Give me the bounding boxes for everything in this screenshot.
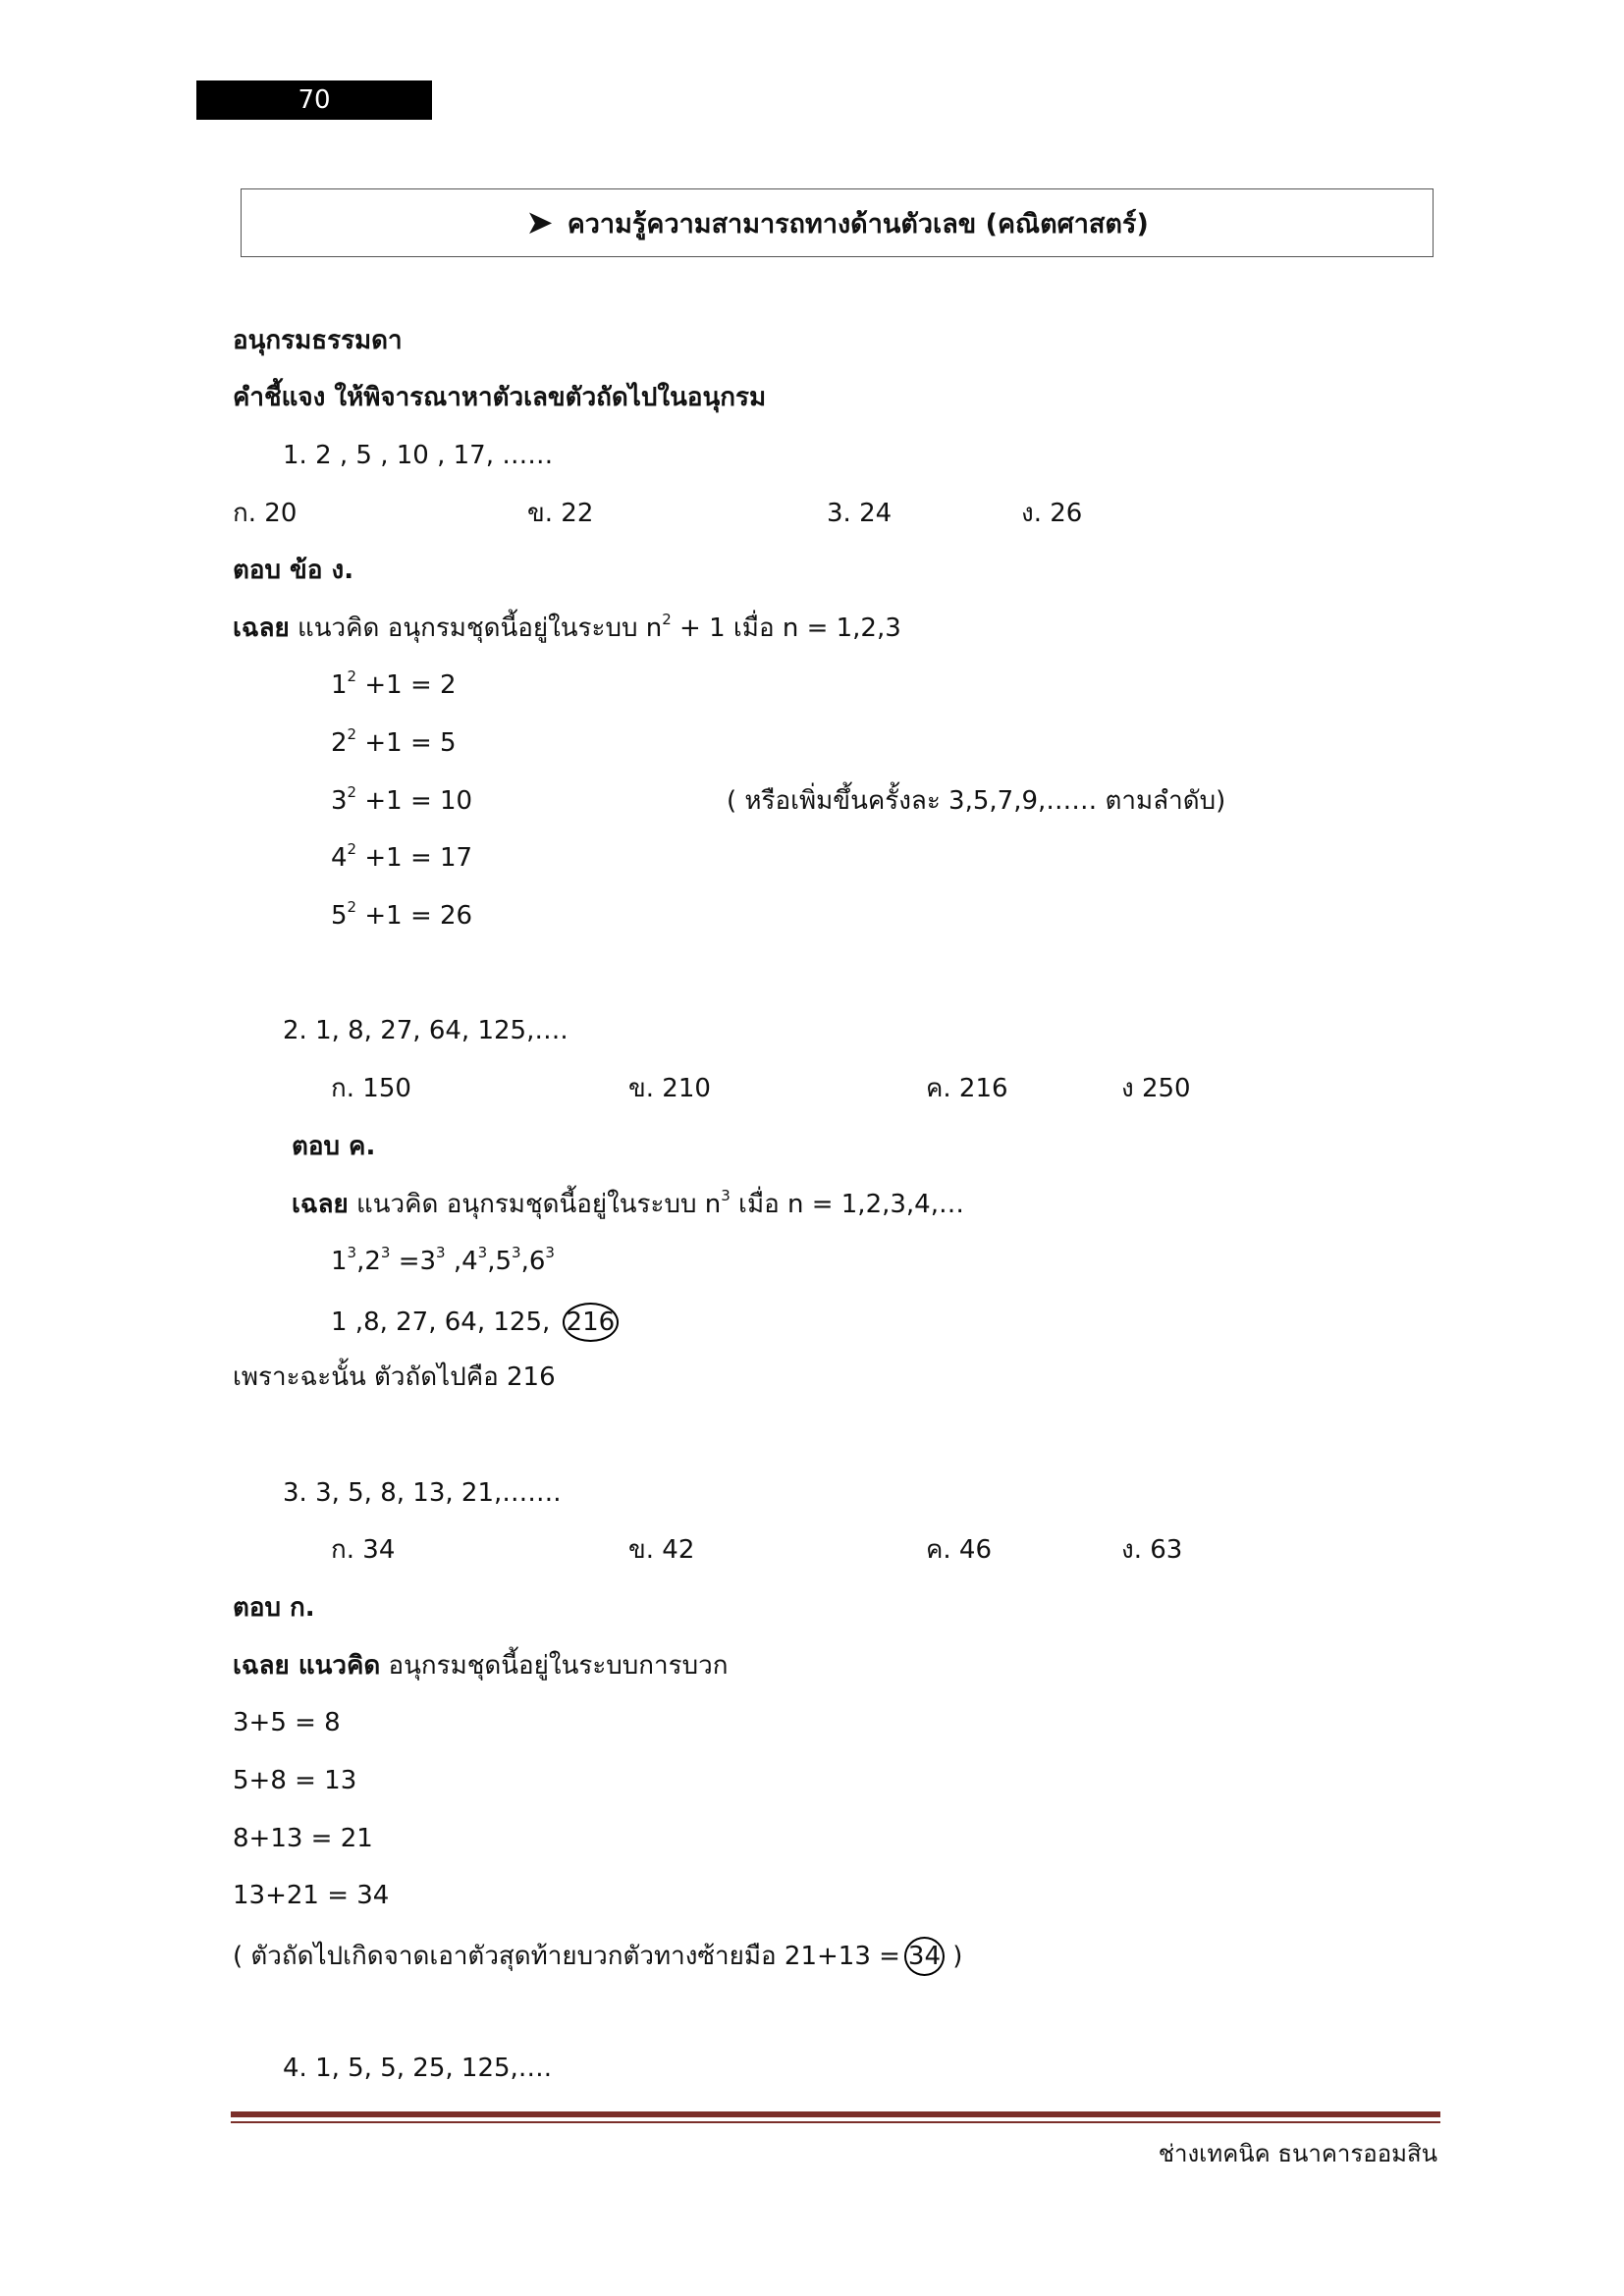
q3-choice-d: ง. 63 — [1121, 1535, 1183, 1565]
heading: อนุกรมธรรมดา — [233, 326, 403, 355]
q3-note: ( ตัวถัดไปเกิดจาดเอาตัวสุดท้ายบวกตัวทางซ้ายมือ 21+13 = 34 ) — [233, 1937, 962, 1976]
q3-step: 8+13 = 21 — [233, 1824, 373, 1853]
q2-expl-text: แนวคิด อนุกรมชุดนี้อยู่ในระบบ n — [348, 1190, 722, 1219]
q2-explanation — [292, 1188, 964, 1221]
q1-step: $2^2 +1 = 5$ — [331, 725, 457, 758]
q2-sequence: 1 ,8, 27, 64, 125, 216 — [331, 1303, 619, 1342]
q3-expl-text: อนุกรมชุดนี้อยู่ในระบบการบวก — [380, 1651, 729, 1681]
q2-expl-label: เฉลย — [292, 1190, 349, 1219]
q2-choice-b: ข. 210 — [628, 1074, 711, 1103]
q2-choice-a: ก. 150 — [331, 1074, 411, 1103]
section-title-box — [241, 188, 1434, 257]
q3-step: 13+21 = 34 — [233, 1881, 390, 1910]
q3-choice-c: ค. 46 — [926, 1535, 993, 1565]
q1-question: 1. 2 , 5 , 10 , 17, …… — [283, 441, 554, 470]
q2-powers: $1^3,2^3 =3^3$ $,4^3,5^3,6^3$ — [331, 1244, 555, 1276]
q1-choice-c: 3. 24 — [827, 499, 893, 528]
q1-step: $1^2 +1 = 2$ — [331, 667, 457, 700]
q1-choice-d: ง. 26 — [1021, 499, 1083, 528]
q3-expl-label: เฉลย แนวคิด — [233, 1651, 381, 1681]
q3-circled-answer: 34 — [904, 1937, 945, 1976]
q2-conclusion: เพราะฉะนั้น ตัวถัดไปคือ 216 — [233, 1362, 556, 1392]
q2-answer: ตอบ ค. — [292, 1132, 376, 1161]
q4-question: 4. 1, 5, 5, 25, 125,…. — [283, 2054, 553, 2083]
q3-step: 5+8 = 13 — [233, 1766, 357, 1795]
q1-answer: ตอบ ข้อ ง. — [233, 556, 354, 585]
arrow-bullet-icon: ➤ — [525, 203, 554, 242]
q1-expl-tail: + 1 เมื่อ n = 1,2,3 — [671, 614, 901, 643]
q1-expl-text: แนวคิด อนุกรมชุดนี้อยู่ในระบบ n — [289, 614, 663, 643]
q3-step: 3+5 = 8 — [233, 1708, 341, 1737]
q1-choice-a: ก. 20 — [233, 499, 298, 528]
q1-expl-sup: 2 — [662, 611, 672, 629]
page-number: 70 — [196, 80, 432, 120]
footer-rule-thin — [231, 2121, 1440, 2123]
q1-note: ( หรือเพิ่มขึ้นครั้งละ 3,5,7,9,…… ตามลำดับ) — [727, 786, 1226, 816]
q3-explanation — [233, 1649, 728, 1682]
q1-step: $4^2 +1 = 17$ — [331, 840, 473, 873]
q2-expl-sup: 3 — [721, 1187, 731, 1205]
instruction: คำชี้แจง ให้พิจารณาหาตัวเลขตัวถัดไปในอนุกรม — [233, 383, 767, 412]
q2-expl-tail: เมื่อ n = 1,2,3,4,… — [730, 1190, 964, 1219]
q1-step: $3^2 +1 = 10$ — [331, 783, 473, 816]
q2-choice-c: ค. 216 — [926, 1074, 1008, 1103]
q3-question: 3. 3, 5, 8, 13, 21,……. — [283, 1478, 562, 1508]
q1-step: $5^2 +1 = 26$ — [331, 898, 473, 931]
q1-explanation — [233, 612, 901, 645]
q1-choice-b: ข. 22 — [527, 499, 594, 528]
q2-choice-d: ง 250 — [1121, 1074, 1191, 1103]
footer-text: ช่างเทคนิค ธนาคารออมสิน — [1158, 2140, 1437, 2167]
section-title: ความรู้ความสามารถทางด้านตัวเลข (คณิตศาสตร์) — [567, 208, 1149, 240]
q2-question: 2. 1, 8, 27, 64, 125,…. — [283, 1016, 568, 1045]
q1-expl-label: เฉลย — [233, 614, 290, 643]
q3-choice-b: ข. 42 — [628, 1535, 695, 1565]
q2-circled-answer: 216 — [563, 1303, 620, 1342]
q3-answer: ตอบ ก. — [233, 1593, 315, 1623]
q3-choice-a: ก. 34 — [331, 1535, 396, 1565]
footer-rule — [231, 2111, 1440, 2117]
